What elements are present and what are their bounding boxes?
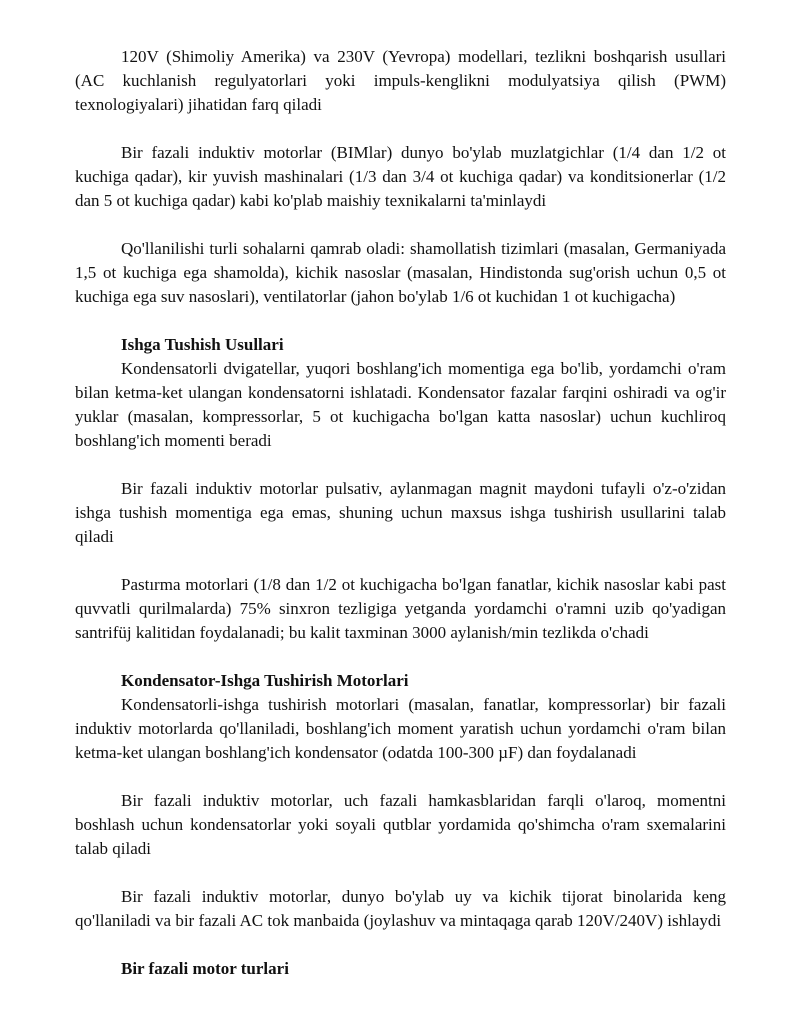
heading-motor-types: Bir fazali motor turlari: [121, 959, 289, 978]
paragraph-wide-use: Bir fazali induktiv motorlar, dunyo bo'ylab uy va kichik tijorat binolarida keng qo'llaniladi va bir fazali AC tok manbaida (joylashuv va mintaqaga qarab 120V/240V) ishlaydi: [75, 887, 726, 930]
paragraph-auxiliary-winding: Bir fazali induktiv motorlar, uch fazali hamkasblaridan farqli o'laroq, momentni boshlash uchun kondensatorlar yoki soyali qutblar yordamida qo'shimcha o'ram sxemalarini talab qiladi: [75, 791, 726, 858]
paragraph-motor-models: 120V (Shimoliy Amerika) va 230V (Yevropa) modellari, tezlikni boshqarish usullari (AC kuchlanish regulyatorlari yoki impuls-kenglikni modulyatsiya qilish (PWM) texnologiyalari) jihatidan farq qiladi: [75, 47, 726, 114]
paragraph-capacitor-start: Kondensatorli-ishga tushirish motorlari (masalan, fanatlar, kompressorlar) bir fazali induktiv motorlarda qo'llaniladi, boshlang'ich moment yaratish uchun yordamchi o'ram bilan ketma-ket ulangan boshlang'ich kondensator (odatda 100-300 µF) dan foydalanadi: [75, 695, 726, 762]
heading-capacitor-start-motors: Kondensator-Ishga Tushirish Motorlari: [121, 671, 409, 690]
paragraph-household-appliances: Bir fazali induktiv motorlar (BIMlar) dunyo bo'ylab muzlatgichlar (1/4 dan 1/2 ot kuchiga qadar), kir yuvish mashinalari (1/3 dan 3/4 ot kuchiga qadar) va konditsionerlar (1/2 dan 5 ot kuchiga qadar) kabi ko'plab maishiy texnikalarni ta'minlaydi: [75, 143, 726, 210]
paragraph-centrifugal-switch: Pastırma motorlari (1/8 dan 1/2 ot kuchigacha bo'lgan fanatlar, kichik nasoslar kabi past quvvatli qurilmalarda) 75% sinxron tezligiga yetganda yordamchi o'ramni uzib qo'yadigan santrifüj kalitidan foydalanadi; bu kalit taxminan 3000 aylanish/min tezlikda o'chadi: [75, 575, 726, 642]
paragraph-capacitor-motors: Kondensatorli dvigatellar, yuqori boshlang'ich momentiga ega bo'lib, yordamchi o'ram bilan ketma-ket ulangan kondensatorni ishlatadi. Kondensator fazalar farqini oshiradi va og'ir yuklar (masalan, kompressorlar, 5 ot kuchigacha bo'lgan katta nasoslar) uchun kuchliroq boshlang'ich momenti beradi: [75, 359, 726, 450]
paragraph-no-self-start: Bir fazali induktiv motorlar pulsativ, aylanmagan magnit maydoni tufayli o'z-o'zidan ishga tushish momentiga ega emas, shuning uchun maxsus ishga tushirish usullarini talab qiladi: [75, 479, 726, 546]
heading-starting-methods: Ishga Tushish Usullari: [121, 335, 284, 354]
paragraph-applications: Qo'llanilishi turli sohalarni qamrab oladi: shamollatish tizimlari (masalan, Germaniyada 1,5 ot kuchiga ega shamolda), kichik nasoslar (masalan, Hindistonda sug'orish uchun 0,5 ot kuchiga ega suv nasoslari), ventilatorlar (jahon bo'ylab 1/6 ot kuchidan 1 ot kuchigacha): [75, 239, 726, 306]
